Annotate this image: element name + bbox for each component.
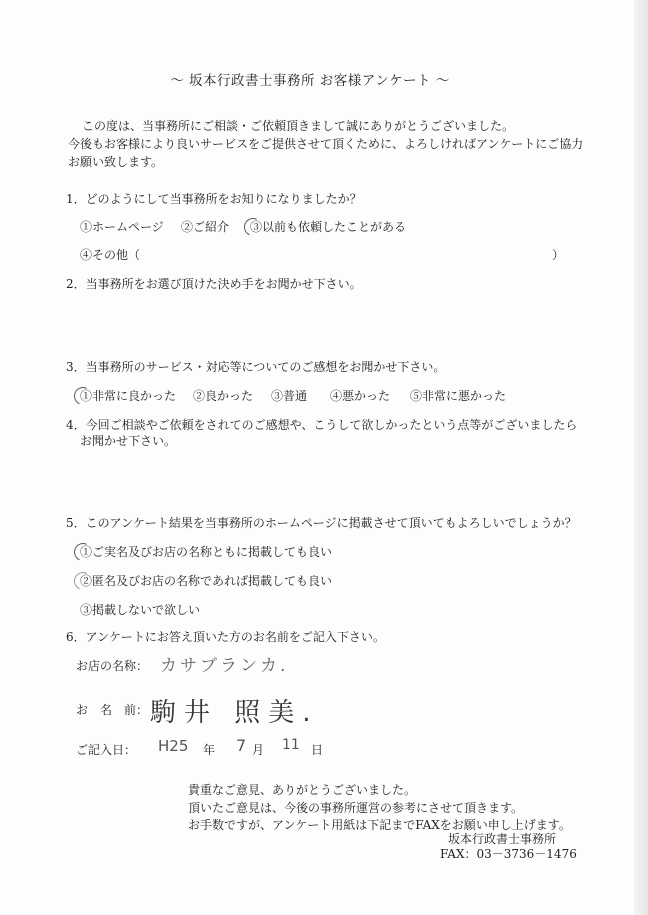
- date-day-unit: 日: [311, 743, 324, 757]
- q3-option-good: ②良かった: [193, 389, 254, 403]
- q3-option-very-good: ①非常に良かった: [80, 389, 177, 403]
- q3-option-normal: ③普通: [271, 389, 308, 403]
- date-month-value: 7: [236, 736, 247, 755]
- q1-option-homepage: ①ホームページ: [80, 220, 164, 234]
- office-name: 坂本行政書士事務所: [448, 832, 557, 846]
- intro-line-2: 今後もお客様により良いサービスをご提供させて頂くために、よろしければアンケートにご協力: [68, 137, 584, 151]
- scan-edge: [634, 0, 648, 915]
- q5-faint-mark: [71, 569, 94, 592]
- date-day-value: 11: [282, 737, 300, 753]
- q5-selection-mark: [71, 540, 94, 563]
- q1-option-previous: ③以前も依頼したことがある: [250, 220, 407, 234]
- date-label: ご記入日：: [76, 743, 137, 757]
- page-title: ～ 坂本行政書士事務所 お客様アンケート ～: [170, 73, 450, 89]
- q4-label-2: お聞かせ下さい。: [80, 434, 177, 448]
- q3-selection-mark: [71, 384, 94, 407]
- q1-selection-mark: [241, 215, 264, 238]
- shop-name-label: お店の名称：: [76, 659, 149, 673]
- name-value: 駒井 照美.: [150, 698, 319, 728]
- q5-option-no-post: ③掲載しないで欲しい: [80, 603, 201, 617]
- intro-line-3: お願い致します。: [68, 155, 164, 169]
- q1-other-close: ）: [552, 248, 565, 262]
- q2-label: 2．当事務所をお選び頂けた決め手をお聞かせ下さい。: [66, 277, 362, 291]
- shop-name-value: カサブランカ.: [160, 656, 289, 676]
- q3-label: 3．当事務所のサービス・対応等についてのご感想をお聞かせ下さい。: [66, 360, 446, 374]
- date-month-unit: 月: [252, 743, 265, 757]
- q5-label: 5．このアンケート結果を当事務所のホームページに掲載させて頂いてもよろしいでしょうか？: [66, 516, 577, 530]
- q5-option-anonymous: ②匿名及びお店の名称であれば掲載しても良い: [80, 574, 333, 588]
- fax-number: FAX：03－3736－1476: [440, 847, 577, 861]
- name-label: お 名 前：: [76, 703, 149, 717]
- q1-option-referral: ②ご紹介: [181, 220, 230, 234]
- closing-line-2: 頂いたご意見は、今後の事務所運営の参考にさせて頂きます。: [188, 801, 524, 815]
- q1-label: 1．どのようにして当事務所をお知りになりましたか？: [66, 192, 362, 206]
- q6-label: 6．アンケートにお答え頂いた方のお名前をご記入下さい。: [66, 630, 385, 644]
- date-era-value: H25: [158, 737, 189, 755]
- closing-line-1: 貴重なご意見、ありがとうございました。: [188, 783, 417, 797]
- q3-option-very-bad: ⑤非常に悪かった: [410, 389, 507, 403]
- q4-label: 4．今回ご相談やご依頼をされてのご感想や、こうして欲しかったという点等がございましたら: [66, 418, 578, 432]
- q1-option-other: ④その他（: [80, 248, 141, 262]
- intro-line-1: この度は、当事務所にご相談・ご依頼頂きまして誠にありがとうございました。: [82, 119, 515, 133]
- closing-line-3: お手数ですが、アンケート用紙は下記までFAXをお願い申し上げます。: [188, 818, 571, 832]
- q3-option-bad: ④悪かった: [330, 389, 391, 403]
- q5-option-real-name: ①ご実名及びお店の名称ともに掲載しても良い: [80, 545, 333, 559]
- date-year-unit: 年: [203, 743, 216, 757]
